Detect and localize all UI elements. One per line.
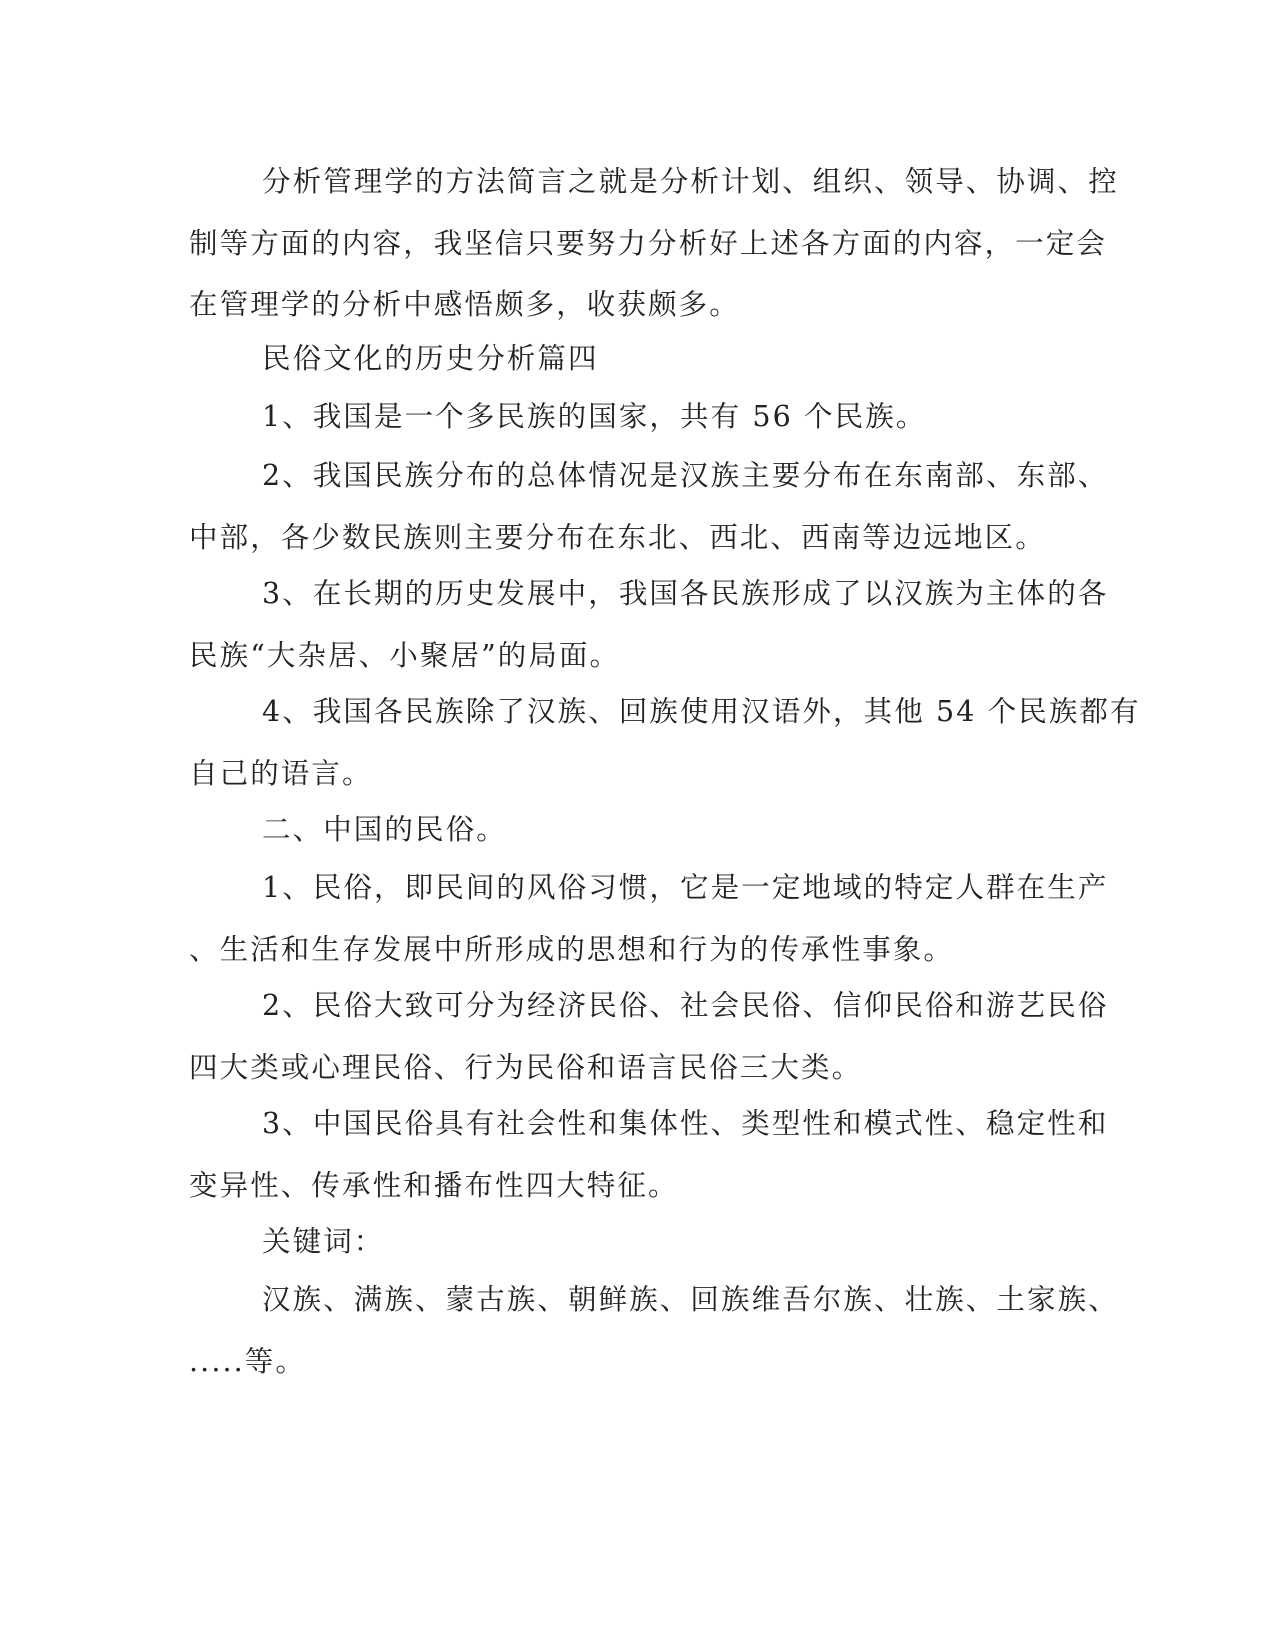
keywords-list bbox=[189, 1269, 1119, 1392]
paragraph-item bbox=[189, 681, 1141, 804]
text-line: 2、我国民族分布的总体情况是汉族主要分布在东南部、东部、 bbox=[262, 459, 1109, 492]
text-line: 1、我国是一个多民族的国家，共有 56 个民族。 bbox=[262, 400, 927, 433]
text-line: 关键词： bbox=[262, 1225, 385, 1258]
text-line: 2、民俗大致可分为经济民俗、社会民俗、信仰民俗和游艺民俗 bbox=[262, 989, 1109, 1022]
text-line: 二、中国的民俗。 bbox=[262, 813, 507, 846]
text-line: 1、民俗，即民间的风俗习惯，它是一定地域的特定人群在生产 bbox=[262, 871, 1109, 904]
keywords-label bbox=[189, 1211, 1069, 1273]
text-line: 、生活和生存发展中所形成的思想和行为的传承性事象。 bbox=[189, 932, 955, 966]
text-line: 3、在长期的历史发展中，我国各民族形成了以汉族为主体的各 bbox=[262, 577, 1109, 610]
paragraph-item bbox=[189, 563, 1109, 686]
text-line: 自己的语言。 bbox=[189, 756, 373, 790]
text-line: 在管理学的分析中感悟颇多，收获颇多。 bbox=[189, 288, 740, 321]
section-title bbox=[189, 328, 1069, 390]
text-line: .....等。 bbox=[189, 1344, 306, 1378]
section-heading bbox=[189, 799, 1069, 861]
text-line: 民俗文化的历史分析篇四 bbox=[262, 342, 599, 375]
text-line: 3、中国民俗具有社会性和集体性、类型性和模式性、稳定性和 bbox=[262, 1107, 1109, 1140]
paragraph-intro bbox=[189, 151, 1119, 336]
text-line: 汉族、满族、蒙古族、朝鲜族、回族维吾尔族、壮族、土家族、 bbox=[262, 1283, 1119, 1316]
paragraph-item bbox=[189, 975, 1109, 1098]
paragraph-item bbox=[189, 386, 1069, 448]
text-line: 4、我国各民族除了汉族、回族使用汉语外，其他 54 个民族都有 bbox=[262, 695, 1141, 728]
text-line: 四大类或心理民俗、行为民俗和语言民俗三大类。 bbox=[189, 1050, 863, 1084]
text-line: 民族“大杂居、小聚居”的局面。 bbox=[189, 638, 621, 672]
paragraph-item bbox=[189, 445, 1109, 568]
text-line: 分析管理学的方法简言之就是分析计划、组织、领导、协调、控 bbox=[262, 165, 1119, 198]
paragraph-item bbox=[189, 857, 1109, 980]
text-line: 制等方面的内容，我坚信只要努力分析好上述各方面的内容，一定会 bbox=[189, 226, 1108, 260]
paragraph-item bbox=[189, 1093, 1109, 1216]
text-line: 变异性、传承性和播布性四大特征。 bbox=[189, 1168, 679, 1202]
text-line: 中部，各少数民族则主要分布在东北、西北、西南等边远地区。 bbox=[189, 520, 1046, 554]
